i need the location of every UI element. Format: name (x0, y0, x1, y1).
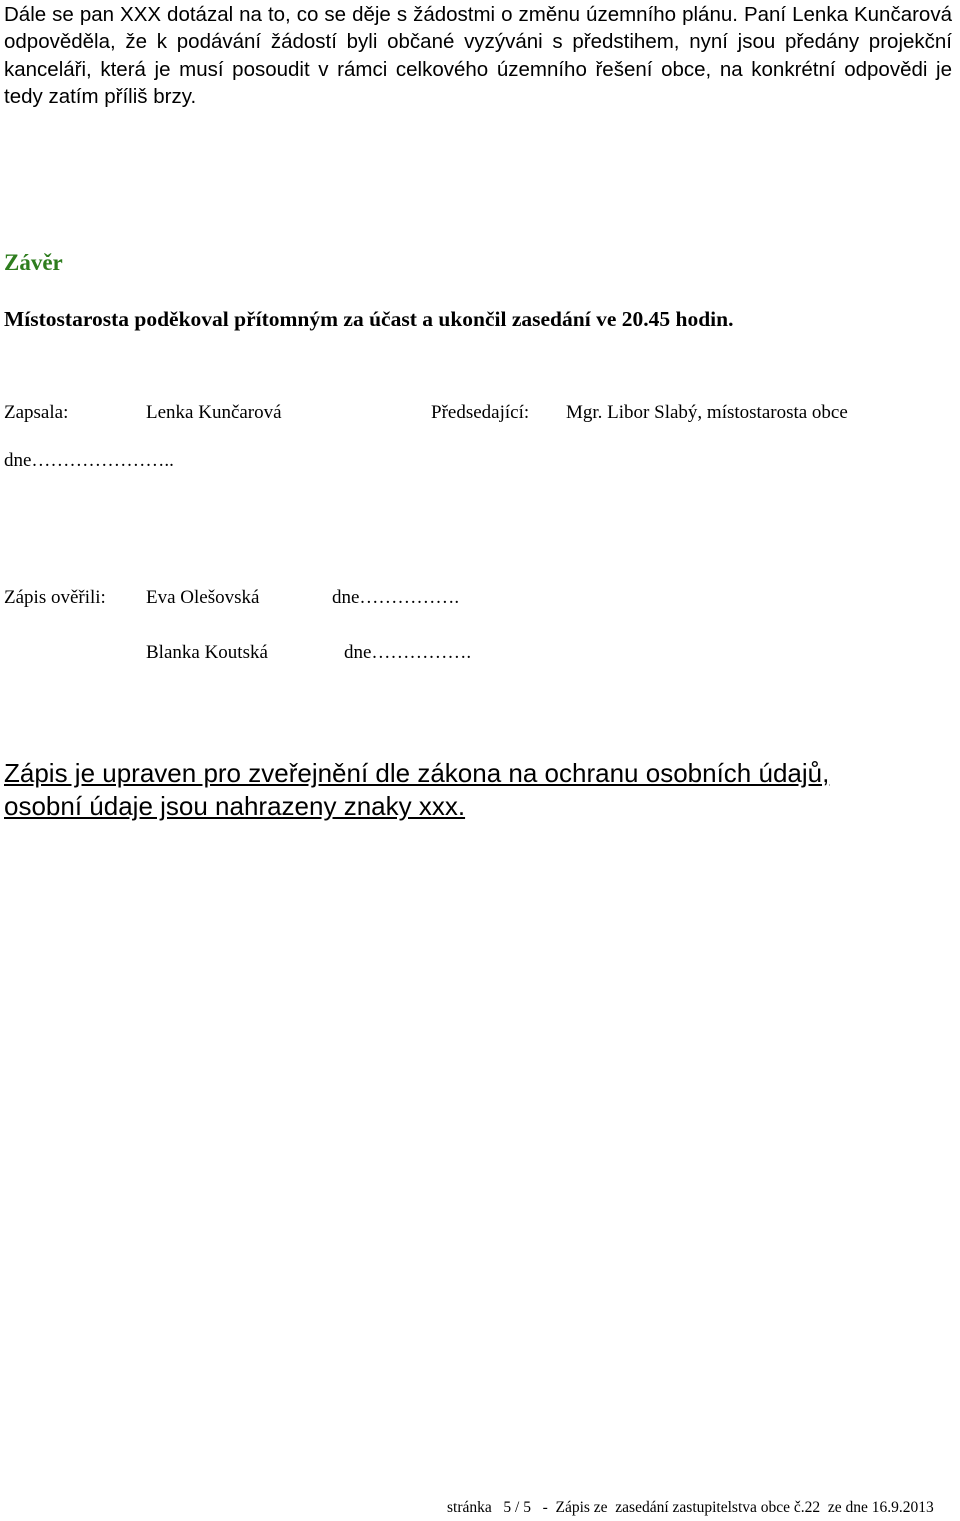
privacy-notice-line-2: osobní údaje jsou nahrazeny znaky xxx. (4, 791, 466, 821)
chair-name: Mgr. Libor Slabý, místostarosta obce (566, 402, 848, 423)
conclusion-text: Místostarosta poděkoval přítomným za účast a ukončil zasedání ve 20.45 hodin. (4, 307, 734, 331)
date-line: dne………………….. (4, 450, 174, 471)
chair-label: Předsedající: (431, 402, 530, 423)
privacy-notice-line-1: Zápis je upraven pro zveřejnění dle zákona na ochranu osobních údajů, (4, 758, 830, 788)
privacy-notice (4, 757, 829, 823)
verified-by-label: Zápis ověřili: (4, 587, 106, 608)
conclusion-heading: Závěr (4, 250, 63, 275)
verifier-1-name: Eva Olešovská (146, 587, 260, 608)
body-paragraph: Dále se pan XXX dotázal na to, co se děje s žádostmi o změnu územního plánu. Paní Lenka Kunčarová odpověděla, že k podávání žádostí byli občané vyzýváni s předstihem, nyní jsou předány projekční kanceláři, která je musí posoudit v rámci celkového územního řešení obce, na konkrétní odpovědi je tedy zatím příliš brzy. (4, 3, 952, 108)
verifier-2-date: dne……………. (344, 642, 472, 663)
recorded-by-name: Lenka Kunčarová (146, 402, 282, 423)
page-footer: stránka 5 / 5 - Zápis ze zasedání zastupitelstva obce č.22 ze dne 16.9.2013 (447, 1499, 934, 1516)
recorded-by-label: Zapsala: (4, 402, 69, 423)
verifier-1-date: dne……………. (332, 587, 460, 608)
verifier-2-name: Blanka Koutská (146, 642, 268, 663)
